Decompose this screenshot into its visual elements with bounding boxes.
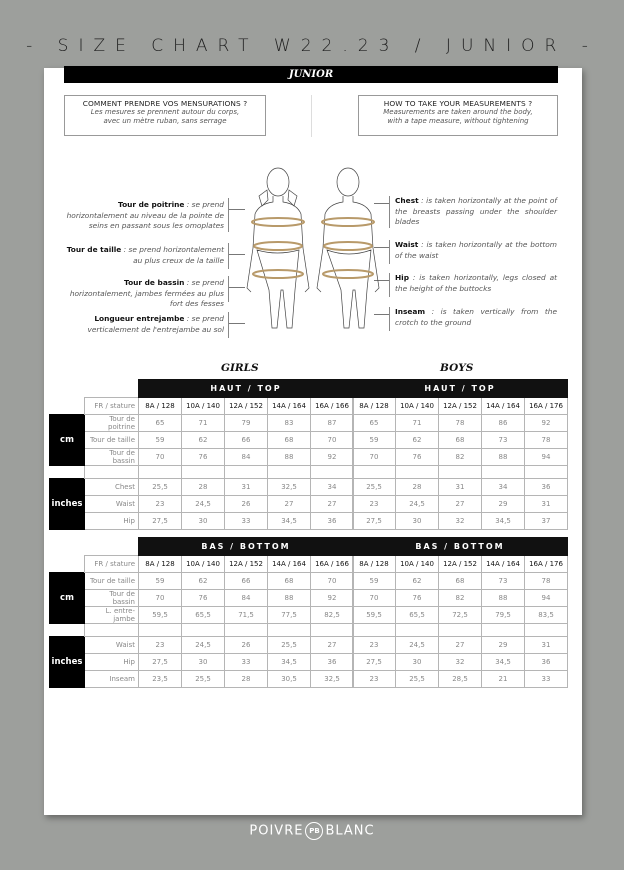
cell: 34,5 (482, 513, 525, 530)
cell: 92 (311, 590, 354, 607)
cell: 28 (182, 479, 225, 496)
size-header: 12A / 152 (439, 556, 482, 573)
cell: 66 (225, 432, 268, 449)
measure-en-0 (395, 196, 557, 228)
brand-left: POIVRE (249, 823, 304, 839)
cell: 27 (268, 496, 311, 513)
boys-bottom-table (352, 537, 568, 688)
cell: 84 (225, 590, 268, 607)
size-header: 10A / 140 (396, 556, 439, 573)
cell: 84 (225, 449, 268, 466)
tape-measure-icon (252, 218, 374, 278)
table-row (50, 607, 354, 624)
measure-term: Tour de poitrine (118, 200, 185, 209)
row-label: Waist (85, 496, 139, 513)
size-header: 12A / 152 (225, 398, 268, 415)
bracket-line (228, 276, 229, 302)
cell: 25,5 (139, 479, 182, 496)
section-header: BAS / BOTTOM (353, 538, 568, 556)
cell: 33 (525, 671, 568, 688)
cell: 70 (353, 590, 396, 607)
cell: 27 (439, 496, 482, 513)
cell: 30,5 (268, 671, 311, 688)
table-row (50, 513, 354, 530)
stature-label: FR / stature (85, 398, 139, 415)
cell: 86 (482, 415, 525, 432)
measure-desc: : is taken horizontally, legs closed at the height of the buttocks (395, 273, 557, 293)
measure-fr-1 (62, 245, 224, 266)
measure-fr-3 (62, 314, 224, 335)
cell: 87 (311, 415, 354, 432)
table-row (50, 671, 354, 688)
measure-en-2 (395, 273, 557, 294)
table-row (353, 479, 568, 496)
table-row (353, 671, 568, 688)
measure-desc: : se prend horizontalement, jambes fermées au plus fort des fesses (69, 278, 224, 308)
table-row (50, 637, 354, 654)
cell: 27 (311, 496, 354, 513)
cell: 24,5 (396, 637, 439, 654)
page-title: - SIZE CHART W22.23 / JUNIOR - (26, 36, 598, 56)
size-header: 8A / 128 (353, 398, 396, 415)
measure-desc: : is taken vertically from the crotch to the ground (395, 307, 557, 327)
cell: 23,5 (139, 671, 182, 688)
table-row (50, 449, 354, 466)
cell: 70 (311, 573, 354, 590)
bracket-line (228, 198, 229, 232)
table-row (353, 637, 568, 654)
cell: 92 (525, 415, 568, 432)
cell: 82 (439, 590, 482, 607)
measure-term: Tour de taille (66, 245, 122, 254)
cell: 65,5 (396, 607, 439, 624)
table-row (353, 607, 568, 624)
row-label: Waist (85, 637, 139, 654)
table-row (353, 654, 568, 671)
cell: 70 (353, 449, 396, 466)
cell: 30 (396, 654, 439, 671)
size-header: 8A / 128 (139, 398, 182, 415)
cell: 94 (525, 590, 568, 607)
cell: 71,5 (225, 607, 268, 624)
table-row (353, 573, 568, 590)
cell: 79 (225, 415, 268, 432)
cell: 28 (396, 479, 439, 496)
cell: 78 (525, 432, 568, 449)
size-header: 16A / 176 (525, 556, 568, 573)
table-row (353, 432, 568, 449)
brand-right: BLANC (325, 823, 375, 839)
table-row (353, 590, 568, 607)
measure-desc: : is taken horizontally at the bottom of the waist (395, 240, 557, 260)
cell: 65 (353, 415, 396, 432)
cell: 62 (182, 573, 225, 590)
measure-en-1 (395, 240, 557, 261)
cell: 82,5 (311, 607, 354, 624)
size-header: 16A / 166 (311, 398, 354, 415)
cell: 77,5 (268, 607, 311, 624)
cell: 27,5 (139, 654, 182, 671)
cell: 32,5 (311, 671, 354, 688)
size-header: 14A / 164 (482, 398, 525, 415)
cell: 76 (396, 590, 439, 607)
table-row (50, 479, 354, 496)
cell: 62 (182, 432, 225, 449)
size-header: 16A / 176 (525, 398, 568, 415)
girls-label: GIRLS (221, 362, 259, 374)
measure-term: Waist (395, 240, 419, 249)
size-header: 8A / 128 (139, 556, 182, 573)
cell: 76 (182, 449, 225, 466)
unit-cm: cm (50, 415, 85, 466)
cell: 78 (439, 415, 482, 432)
cell: 62 (396, 432, 439, 449)
cell: 28,5 (439, 671, 482, 688)
cell: 78 (525, 573, 568, 590)
cell: 23 (353, 496, 396, 513)
cell: 34,5 (268, 513, 311, 530)
table-row (353, 449, 568, 466)
cell: 24,5 (396, 496, 439, 513)
cell: 26 (225, 637, 268, 654)
cell: 30 (182, 654, 225, 671)
size-header: 16A / 166 (311, 556, 354, 573)
cell: 27,5 (139, 513, 182, 530)
how-to-measure-fr (64, 95, 266, 136)
cell: 59,5 (139, 607, 182, 624)
divider (311, 95, 312, 137)
cell: 36 (311, 513, 354, 530)
cell: 34,5 (482, 654, 525, 671)
row-label: Tour de bassin (85, 590, 139, 607)
cell: 73 (482, 432, 525, 449)
cell: 27 (439, 637, 482, 654)
size-header: 14A / 164 (268, 556, 311, 573)
cell: 36 (525, 479, 568, 496)
cell: 24,5 (182, 637, 225, 654)
cell: 65 (139, 415, 182, 432)
cell: 30 (182, 513, 225, 530)
junior-banner: JUNIOR (64, 66, 558, 83)
section-header: HAUT / TOP (139, 380, 354, 398)
measure-term: Longueur entrejambe (94, 314, 185, 323)
cell: 21 (482, 671, 525, 688)
measure-term: Inseam (395, 307, 426, 316)
cell: 59 (353, 432, 396, 449)
cell: 76 (182, 590, 225, 607)
cell: 32 (439, 654, 482, 671)
cell: 34 (311, 479, 354, 496)
measure-term: Hip (395, 273, 410, 282)
measure-term: Tour de bassin (124, 278, 185, 287)
row-label: Chest (85, 479, 139, 496)
cell: 68 (439, 573, 482, 590)
cell: 33 (225, 654, 268, 671)
how-fr-line1: Les mesures se prennent autour du corps, (90, 108, 240, 116)
table-row (50, 432, 354, 449)
row-label: L. entre-jambe (85, 607, 139, 624)
row-label: Tour de taille (85, 573, 139, 590)
cell: 23 (139, 496, 182, 513)
table-row (353, 496, 568, 513)
table-row (353, 415, 568, 432)
cell: 34,5 (268, 654, 311, 671)
size-header: 12A / 152 (225, 556, 268, 573)
size-header: 10A / 140 (396, 398, 439, 415)
row-label: Inseam (85, 671, 139, 688)
measure-term: Chest (395, 196, 419, 205)
cell: 32,5 (268, 479, 311, 496)
cell: 65,5 (182, 607, 225, 624)
cell: 62 (396, 573, 439, 590)
size-header: 10A / 140 (182, 556, 225, 573)
cell: 59,5 (353, 607, 396, 624)
cell: 68 (268, 573, 311, 590)
cell: 23 (139, 637, 182, 654)
cell: 25,5 (353, 479, 396, 496)
size-header: 14A / 164 (482, 556, 525, 573)
cell: 83 (268, 415, 311, 432)
size-header: 10A / 140 (182, 398, 225, 415)
table-row (50, 415, 354, 432)
cell: 68 (439, 432, 482, 449)
cell: 70 (139, 590, 182, 607)
how-to-measure-en (358, 95, 558, 136)
measure-desc: : is taken horizontally at the point of the breasts passing under the shoulder blades (395, 196, 557, 226)
cell: 79,5 (482, 607, 525, 624)
girls-top-table (49, 379, 354, 530)
cell: 27,5 (353, 654, 396, 671)
cell: 59 (353, 573, 396, 590)
section-header: BAS / BOTTOM (139, 538, 354, 556)
cell: 73 (482, 573, 525, 590)
row-label: Tour de bassin (85, 449, 139, 466)
unit-inches: inches (50, 479, 85, 530)
measure-desc: : se prend horizontalement au niveau de la pointe de seins en passant sous les omoplates (66, 200, 224, 230)
cell: 24,5 (182, 496, 225, 513)
cell: 92 (311, 449, 354, 466)
cell: 88 (482, 449, 525, 466)
cell: 59 (139, 573, 182, 590)
table-row (50, 590, 354, 607)
row-label: Hip (85, 513, 139, 530)
cell: 71 (182, 415, 225, 432)
cell: 88 (268, 449, 311, 466)
measure-desc: : se prend verticalement de l'entrejambe au sol (87, 314, 224, 334)
measure-fr-0 (62, 200, 224, 232)
cell: 31 (439, 479, 482, 496)
bracket-line (228, 243, 229, 269)
boys-label: BOYS (440, 362, 474, 374)
table-row (50, 573, 354, 590)
cell: 66 (225, 573, 268, 590)
how-en-heading: HOW TO TAKE YOUR MEASUREMENTS ? (383, 99, 533, 108)
how-fr-line2: avec un mètre ruban, sans serrage (103, 117, 227, 125)
cell: 30 (396, 513, 439, 530)
bracket-line (228, 312, 229, 338)
cell: 34 (482, 479, 525, 496)
monogram-icon: PB (305, 822, 323, 840)
cell: 94 (525, 449, 568, 466)
cell: 25,5 (396, 671, 439, 688)
size-header: 8A / 128 (353, 556, 396, 573)
row-label: Tour de poitrine (85, 415, 139, 432)
how-en-line1: Measurements are taken around the body, (383, 108, 533, 116)
cell: 29 (482, 637, 525, 654)
cell: 32 (439, 513, 482, 530)
measure-desc: : se prend horizontalement au plus creux de la taille (121, 245, 224, 265)
cell: 31 (525, 637, 568, 654)
unit-inches: inches (50, 637, 85, 688)
cell: 88 (268, 590, 311, 607)
measure-en-3 (395, 307, 557, 328)
cell: 27,5 (353, 513, 396, 530)
cell: 72,5 (439, 607, 482, 624)
cell: 68 (268, 432, 311, 449)
body-measurement-illustration (240, 160, 390, 340)
unit-cm: cm (50, 573, 85, 624)
cell: 83,5 (525, 607, 568, 624)
cell: 25,5 (268, 637, 311, 654)
cell: 31 (525, 496, 568, 513)
size-header: 14A / 164 (268, 398, 311, 415)
cell: 36 (525, 654, 568, 671)
cell: 31 (225, 479, 268, 496)
cell: 59 (139, 432, 182, 449)
cell: 27 (311, 637, 354, 654)
row-label: Hip (85, 654, 139, 671)
cell: 23 (353, 671, 396, 688)
cell: 71 (396, 415, 439, 432)
size-header: 12A / 152 (439, 398, 482, 415)
brand-logo (0, 822, 624, 840)
section-header: HAUT / TOP (353, 380, 568, 398)
cell: 28 (225, 671, 268, 688)
cell: 36 (311, 654, 354, 671)
cell: 33 (225, 513, 268, 530)
table-row (50, 496, 354, 513)
cell: 29 (482, 496, 525, 513)
cell: 37 (525, 513, 568, 530)
row-label: Tour de taille (85, 432, 139, 449)
boys-top-table (352, 379, 568, 530)
cell: 70 (311, 432, 354, 449)
how-fr-heading: COMMENT PRENDRE VOS MENSURATIONS ? (82, 99, 248, 108)
girls-bottom-table (49, 537, 354, 688)
cell: 26 (225, 496, 268, 513)
cell: 25,5 (182, 671, 225, 688)
cell: 82 (439, 449, 482, 466)
table-row (353, 513, 568, 530)
stature-label: FR / stature (85, 556, 139, 573)
cell: 23 (353, 637, 396, 654)
table-row (50, 654, 354, 671)
cell: 88 (482, 590, 525, 607)
measure-fr-2 (62, 278, 224, 310)
cell: 70 (139, 449, 182, 466)
cell: 76 (396, 449, 439, 466)
how-en-line2: with a tape measure, without tightening (387, 117, 529, 125)
